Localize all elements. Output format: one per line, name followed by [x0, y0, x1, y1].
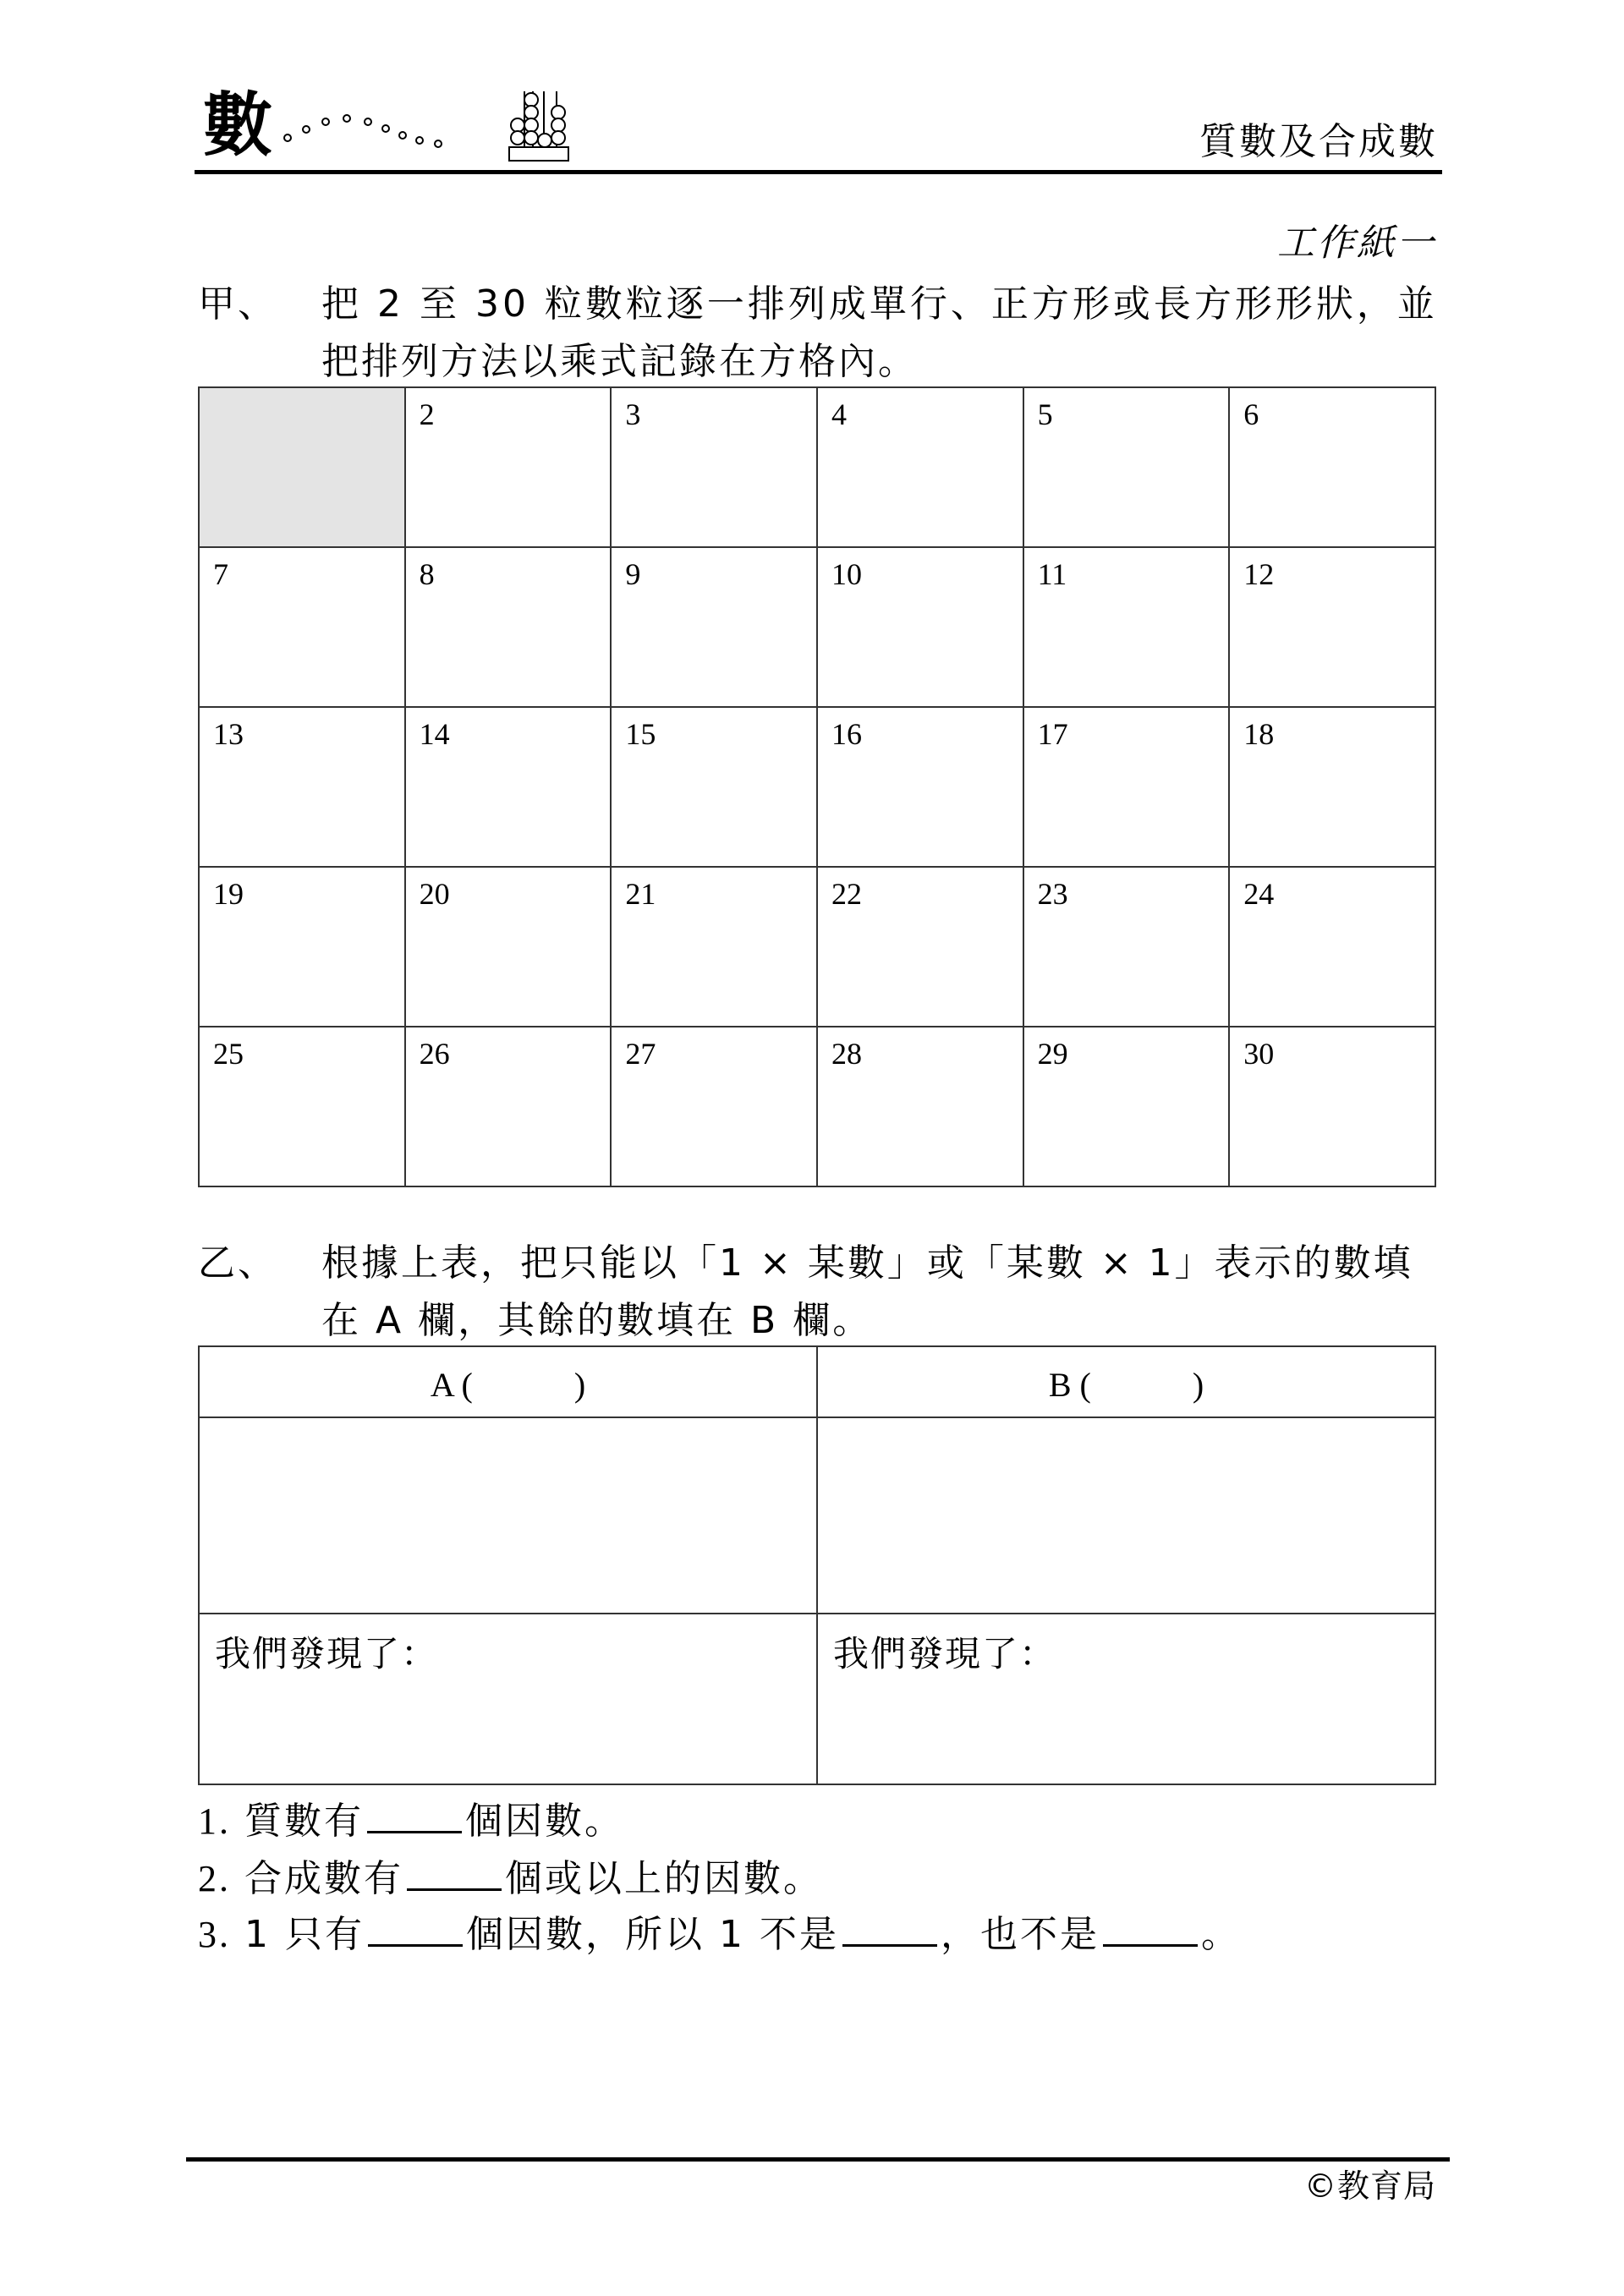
grid-cell[interactable] [817, 547, 1023, 707]
finding-b-label: 我們發現了： [833, 1633, 1057, 1674]
number-grid [198, 386, 1436, 1187]
grid-cell[interactable] [817, 387, 1023, 547]
grid-cell[interactable] [817, 707, 1023, 867]
header-divider [195, 170, 1442, 174]
question-1 [198, 1800, 624, 1843]
grid-cell[interactable] [611, 387, 817, 547]
section-a-instruction-line2: 把排列方法以乘式記錄在方格內。 [321, 340, 918, 383]
logo [203, 85, 626, 167]
column-a-answer-cell[interactable] [199, 1417, 817, 1614]
logo-char: 數 [203, 85, 273, 166]
grid-cell-number: 25 [213, 1037, 244, 1071]
grid-cell[interactable] [1229, 707, 1435, 867]
answer-blank[interactable] [1103, 1943, 1198, 1947]
grid-cell-number: 18 [1243, 717, 1275, 751]
answer-blank[interactable] [407, 1888, 502, 1891]
grid-row [199, 707, 1435, 867]
section-b-instruction-line1: 根據上表，把只能以「1 × 某數」或「某數 × 1」表示的數填 [321, 1241, 1413, 1285]
question-text: ，也不是 [940, 1913, 1100, 1956]
worksheet-label: 工作紙一 [1277, 222, 1436, 265]
grid-cell[interactable] [199, 867, 405, 1027]
grid-cell-number: 28 [831, 1037, 862, 1071]
grid-cell[interactable] [1023, 547, 1230, 707]
grid-row [199, 1027, 1435, 1186]
grid-cell[interactable] [1229, 387, 1435, 547]
grid-row [199, 547, 1435, 707]
grid-cell-number: 26 [419, 1037, 450, 1071]
question-text: 個因數。 [465, 1800, 624, 1843]
question-2 [198, 1857, 823, 1900]
classification-table [198, 1345, 1436, 1785]
grid-cell-number: 7 [213, 557, 228, 591]
grid-cell[interactable] [405, 387, 612, 547]
question-3 [198, 1913, 1241, 1956]
grid-cell-blank [199, 387, 405, 547]
grid-cell[interactable] [1023, 707, 1230, 867]
grid-cell[interactable] [611, 547, 817, 707]
column-b-header: B ( ) [817, 1346, 1435, 1417]
grid-cell-number: 5 [1037, 397, 1053, 431]
grid-cell[interactable] [1229, 547, 1435, 707]
section-b-instruction-line2: 在 A 欄，其餘的數填在 B 欄。 [321, 1299, 873, 1342]
grid-cell[interactable] [405, 867, 612, 1027]
grid-cell[interactable] [199, 547, 405, 707]
grid-cell[interactable] [1229, 1027, 1435, 1186]
grid-cell-number: 11 [1037, 557, 1067, 591]
column-a-header: A ( ) [199, 1346, 817, 1417]
finding-a-cell[interactable] [199, 1614, 817, 1784]
grid-cell[interactable] [1229, 867, 1435, 1027]
grid-cell-number: 13 [213, 717, 244, 751]
grid-cell-number: 22 [831, 877, 862, 911]
grid-cell[interactable] [817, 867, 1023, 1027]
grid-cell[interactable] [611, 1027, 817, 1186]
question-text: 合成數有 [244, 1857, 403, 1900]
grid-cell-number: 23 [1037, 877, 1068, 911]
grid-cell[interactable] [817, 1027, 1023, 1186]
answer-blank[interactable] [842, 1943, 937, 1947]
grid-cell-number: 21 [625, 877, 656, 911]
grid-cell-number: 6 [1243, 397, 1259, 431]
grid-cell[interactable] [405, 547, 612, 707]
finding-b-cell[interactable] [817, 1614, 1435, 1784]
grid-cell-number: 30 [1243, 1037, 1275, 1071]
grid-cell[interactable] [199, 707, 405, 867]
answer-blank[interactable] [368, 1943, 463, 1947]
grid-cell-number: 2 [419, 397, 435, 431]
question-text: 個或以上的因數。 [505, 1857, 823, 1900]
question-number: 3. [198, 1914, 231, 1955]
answer-blank[interactable] [367, 1830, 462, 1833]
grid-cell[interactable] [1023, 1027, 1230, 1186]
grid-cell-number: 27 [625, 1037, 656, 1071]
grid-cell[interactable] [199, 1027, 405, 1186]
question-text: 1 只有 [244, 1913, 365, 1956]
abacus-icon [203, 85, 626, 167]
copyright: ©教育局 [1303, 2167, 1436, 2205]
question-text: 個因數，所以 1 不是 [465, 1913, 839, 1956]
grid-cell-number [200, 388, 404, 397]
footer-divider [186, 2157, 1450, 2162]
grid-cell-number: 16 [831, 717, 862, 751]
grid-cell-number: 14 [419, 717, 450, 751]
question-text: 。 [1200, 1913, 1241, 1956]
grid-cell-number: 4 [831, 397, 847, 431]
grid-cell[interactable] [1023, 867, 1230, 1027]
column-b-answer-cell[interactable] [817, 1417, 1435, 1614]
grid-cell-number: 17 [1037, 717, 1068, 751]
grid-cell[interactable] [405, 1027, 612, 1186]
section-a-instruction-line1: 把 2 至 30 粒數粒逐一排列成單行、正方形或長方形形狀，並 [321, 282, 1438, 326]
grid-cell-number: 19 [213, 877, 244, 911]
grid-cell[interactable] [611, 867, 817, 1027]
grid-cell-number: 24 [1243, 877, 1275, 911]
grid-cell-number: 9 [625, 557, 641, 591]
grid-cell-number: 3 [625, 397, 641, 431]
section-a-marker: 甲、 [198, 282, 277, 326]
grid-cell-number: 20 [419, 877, 450, 911]
topic-title: 質數及合成數 [1199, 120, 1438, 163]
grid-cell[interactable] [405, 707, 612, 867]
grid-cell[interactable] [611, 707, 817, 867]
grid-cell-number: 12 [1243, 557, 1275, 591]
finding-a-label: 我們發現了： [215, 1633, 439, 1674]
grid-cell-number: 8 [419, 557, 435, 591]
question-number: 2. [198, 1858, 231, 1899]
question-text: 質數有 [244, 1800, 364, 1843]
section-b-marker: 乙、 [198, 1241, 277, 1285]
grid-cell-number: 10 [831, 557, 862, 591]
grid-row [199, 387, 1435, 547]
grid-row [199, 867, 1435, 1027]
question-number: 1. [198, 1800, 231, 1842]
grid-cell-number: 29 [1037, 1037, 1068, 1071]
grid-cell[interactable] [1023, 387, 1230, 547]
grid-cell-number: 15 [625, 717, 656, 751]
